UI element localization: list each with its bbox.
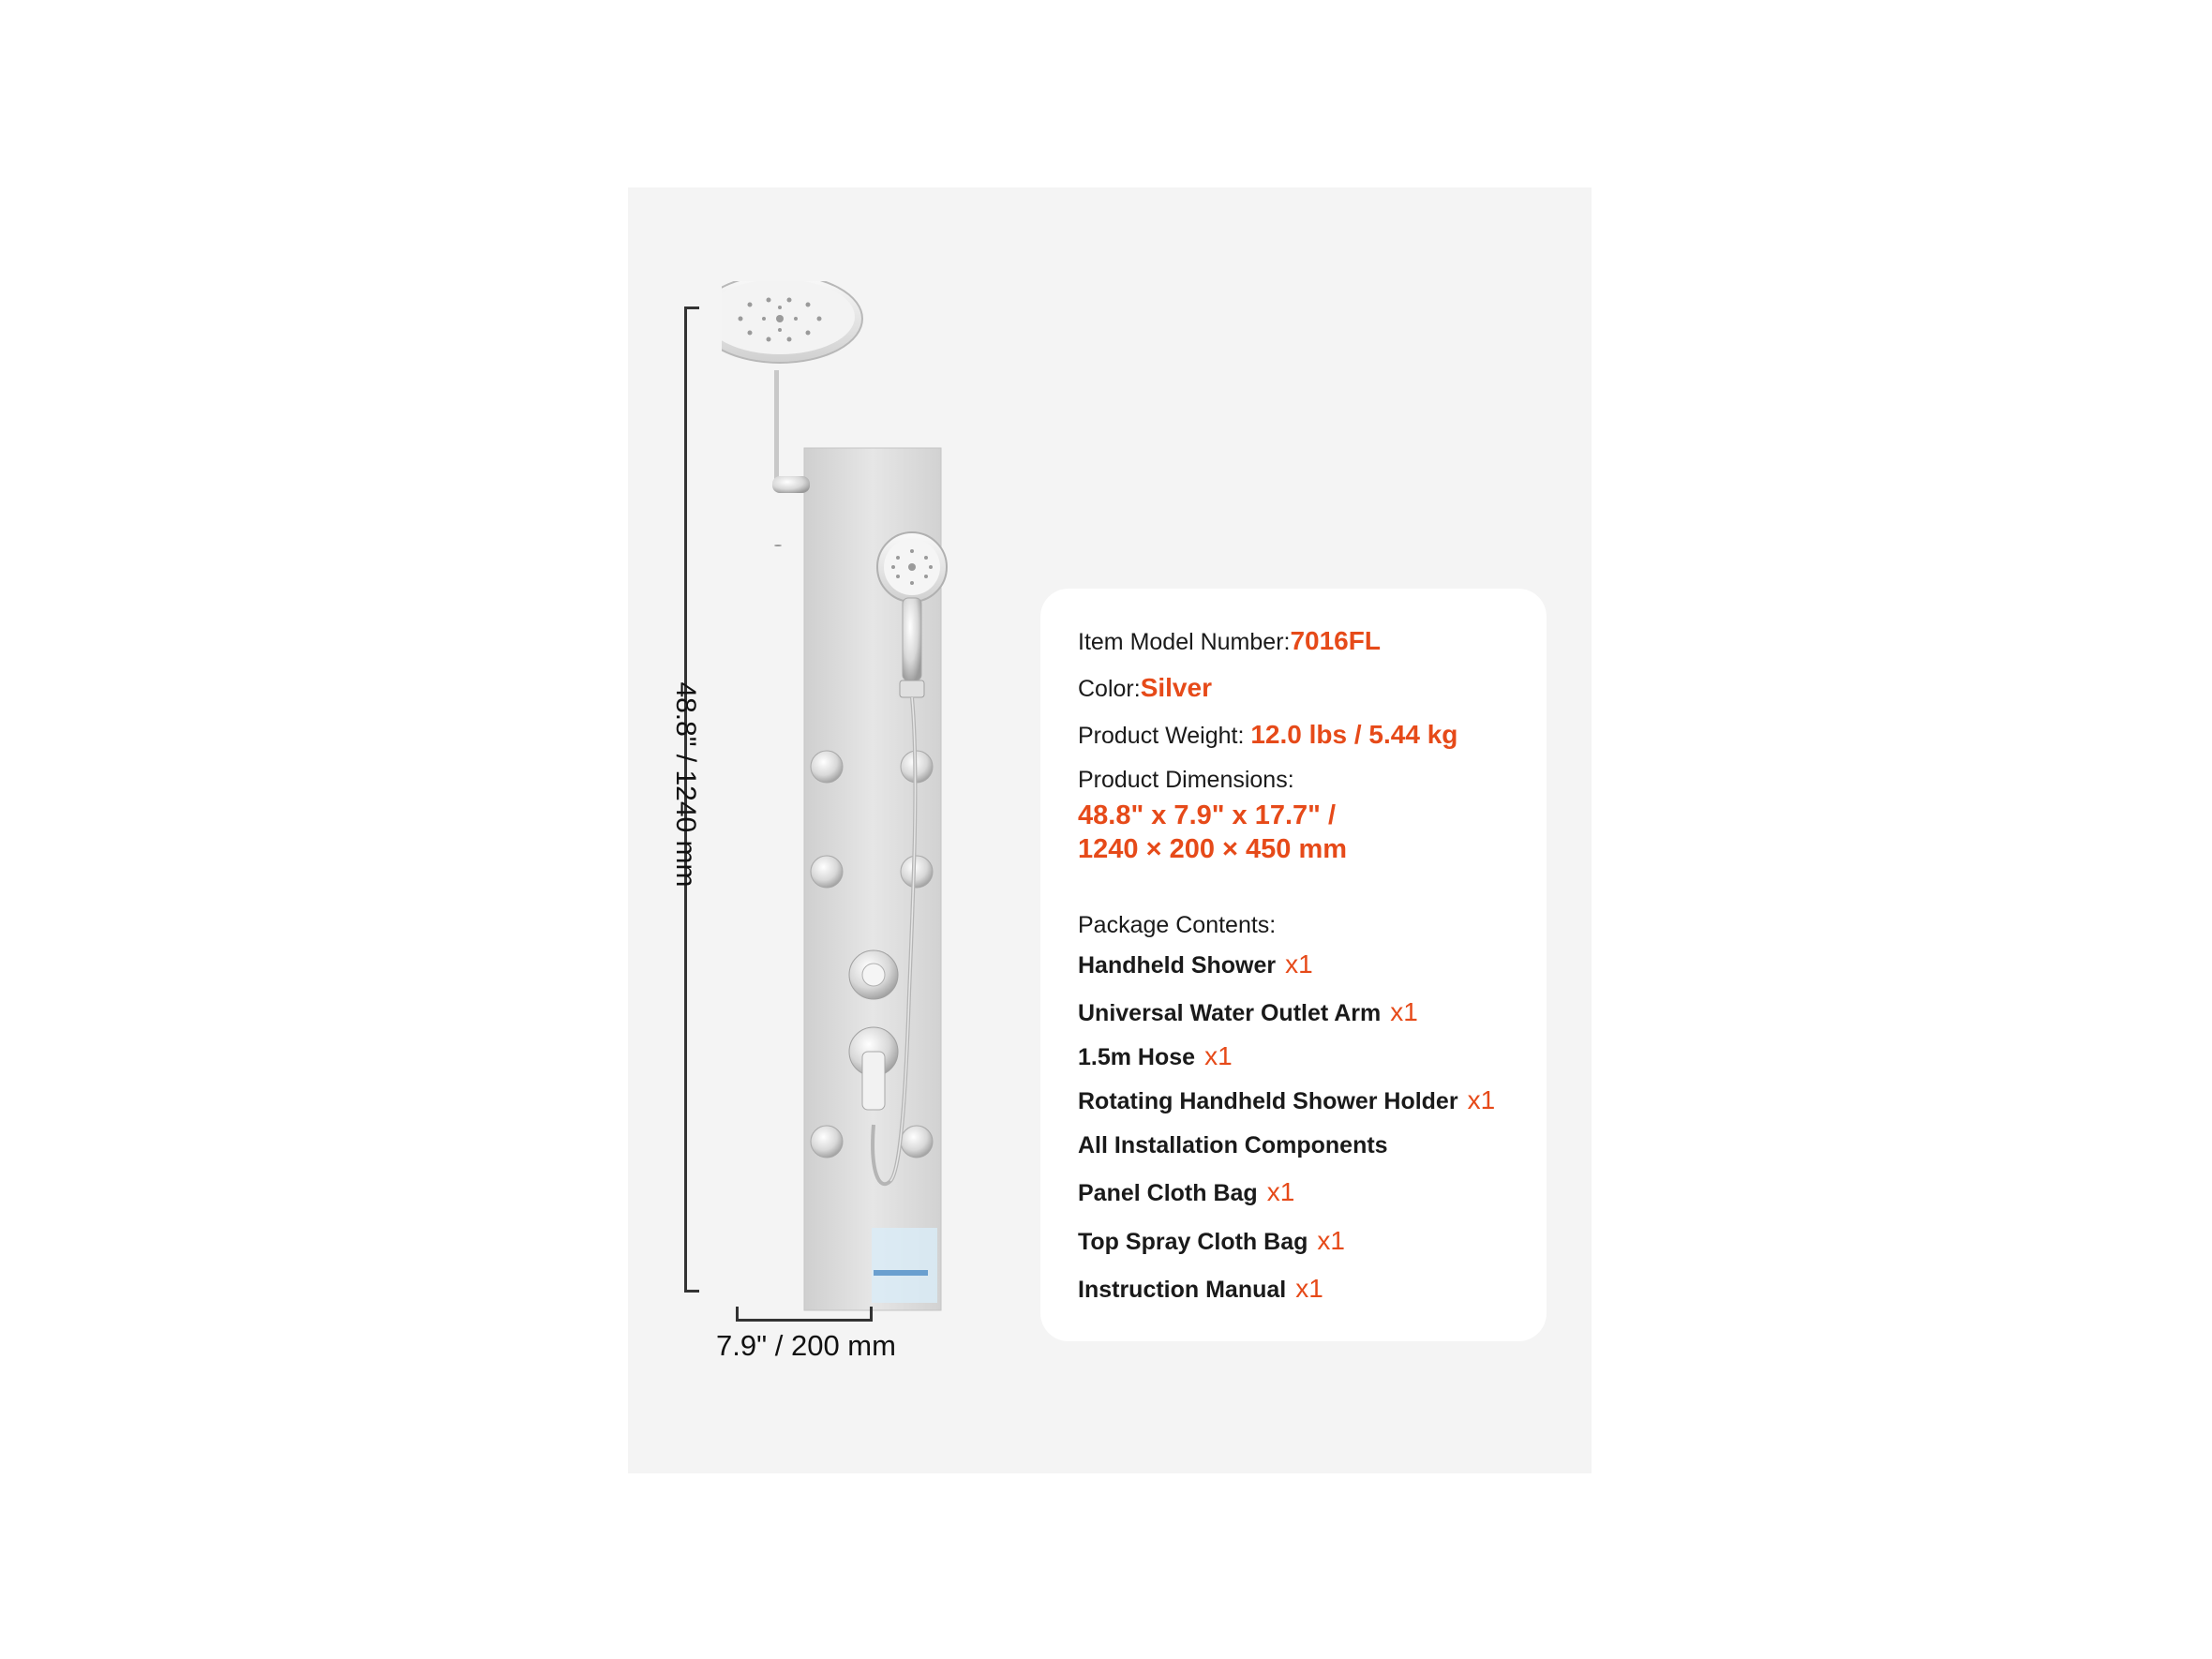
width-dimension-tick-right	[870, 1307, 873, 1322]
shower-panel-illustration	[722, 281, 965, 1359]
package-item-qty: x1	[1467, 1085, 1496, 1114]
package-item-name: Universal Water Outlet Arm	[1078, 1000, 1382, 1026]
package-item-qty: x1	[1390, 997, 1418, 1026]
weight-row	[1078, 720, 1457, 750]
package-item-qty: x1	[1285, 949, 1313, 979]
weight-value: 12.0 lbs / 5.44 kg	[1250, 720, 1458, 749]
height-dimension-tick-bottom	[684, 1290, 699, 1293]
width-dimension-label: 7.9" / 200 mm	[716, 1329, 896, 1362]
height-dimension-tick-top	[684, 306, 699, 309]
package-item	[1078, 1041, 1233, 1071]
width-dimension-line	[736, 1319, 873, 1322]
dimensions-value-line2: 1240 × 200 × 450 mm	[1078, 834, 1348, 864]
package-item	[1078, 1274, 1323, 1304]
color-value: Silver	[1140, 673, 1212, 702]
package-item-qty: x1	[1266, 1177, 1295, 1206]
model-value: 7016FL	[1290, 626, 1381, 655]
package-item	[1078, 949, 1313, 979]
arm-mount	[772, 476, 810, 493]
product-canvas	[628, 187, 1592, 1473]
width-dimension-tick-left	[736, 1307, 739, 1322]
shower-arm	[774, 370, 779, 483]
weight-label: Product Weight:	[1078, 723, 1245, 749]
dimensions-value	[1078, 799, 1347, 866]
label-sticker	[872, 1228, 937, 1303]
package-item-name: Panel Cloth Bag	[1078, 1180, 1258, 1206]
color-row	[1078, 673, 1212, 703]
mixer-handle	[862, 1052, 885, 1110]
height-dimension-label: 48.8" / 1240 mm	[670, 681, 701, 888]
package-item	[1078, 1226, 1345, 1256]
package-item-qty: x1	[1295, 1274, 1323, 1303]
model-label: Item Model Number:	[1078, 629, 1291, 655]
handheld-holder	[900, 680, 924, 697]
package-item-name: All Installation Components	[1078, 1132, 1388, 1158]
package-title: Package Contents:	[1078, 912, 1277, 938]
package-item-name: Top Spray Cloth Bag	[1078, 1229, 1308, 1255]
package-item	[1078, 1177, 1294, 1207]
dimensions-value-line1: 48.8" x 7.9" x 17.7" /	[1078, 800, 1337, 830]
package-item-qty: x1	[1317, 1226, 1345, 1255]
model-row	[1078, 626, 1381, 656]
package-item-name: 1.5m Hose	[1078, 1044, 1196, 1070]
dimensions-label: Product Dimensions:	[1078, 767, 1294, 793]
package-item-name: Rotating Handheld Shower Holder	[1078, 1088, 1458, 1114]
color-label: Color:	[1078, 676, 1141, 702]
package-item	[1078, 997, 1418, 1027]
package-item	[1078, 1085, 1495, 1115]
package-item	[1078, 1132, 1388, 1159]
package-item-name: Handheld Shower	[1078, 952, 1277, 979]
package-item-qty: x1	[1204, 1041, 1233, 1070]
package-item-name: Instruction Manual	[1078, 1277, 1287, 1303]
specification-card	[1040, 589, 1547, 1341]
